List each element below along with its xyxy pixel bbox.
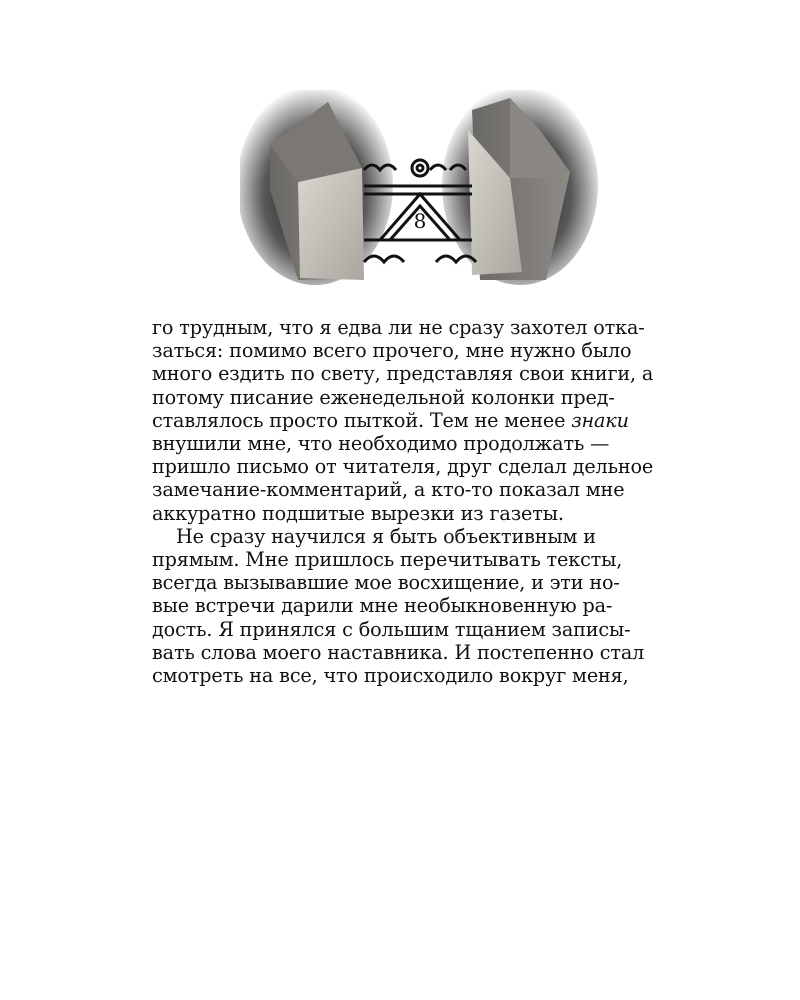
chapter-number: 8 bbox=[413, 209, 427, 233]
text-line bbox=[152, 409, 712, 432]
emphasized-word: знаки bbox=[571, 408, 629, 432]
text-line: вые встречи дарили мне необыкновенную ра- bbox=[152, 594, 613, 618]
text-line: го трудным, что я едва ли не сразу захотел отка- bbox=[152, 316, 645, 339]
text-line: потому писание еженедельной колонки пред- bbox=[152, 385, 615, 409]
body-text bbox=[152, 316, 712, 687]
text-line: много ездить по свету, представляя свои книги, а bbox=[152, 362, 654, 386]
text-line-part: ставлялось просто пыткой. Тем не менее bbox=[152, 408, 572, 432]
text-line: пришло письмо от читателя, друг сделал дельное bbox=[152, 455, 654, 479]
text-line: вать слова моего наставника. И постепенно стал bbox=[152, 640, 645, 664]
text-line: заться: помимо всего прочего, мне нужно было bbox=[152, 339, 632, 363]
text-line: смотреть на все, что происходило вокруг меня, bbox=[152, 664, 629, 688]
chapter-header-illustration bbox=[240, 90, 600, 290]
paragraph-first-line: Не сразу научился я быть объективным и bbox=[176, 524, 596, 548]
text-line: дость. Я принялся с большим тщанием записы- bbox=[152, 617, 631, 641]
text-line: аккуратно подшитые вырезки из газеты. bbox=[152, 501, 564, 525]
text-line: внушили мне, что необходимо продолжать — bbox=[152, 432, 610, 456]
left-stone-front bbox=[298, 168, 364, 280]
text-line: прямым. Мне пришлось перечитывать тексты, bbox=[152, 548, 623, 572]
text-line: замечание-комментарий, а кто-то показал мне bbox=[152, 478, 625, 502]
text-line: всегда вызывавшие мое восхищение, и эти но- bbox=[152, 571, 620, 595]
